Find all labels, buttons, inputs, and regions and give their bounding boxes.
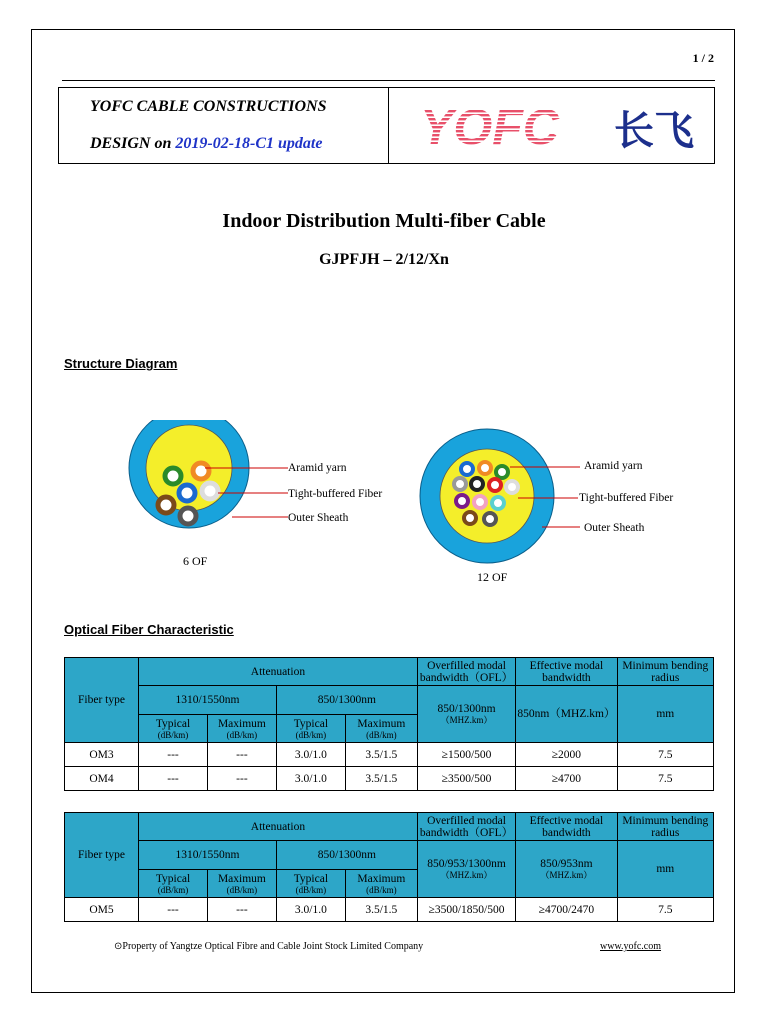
cell-mbr: 7.5 xyxy=(617,898,713,922)
header-emb-sub xyxy=(516,841,617,898)
maximum-label: Maximum xyxy=(357,872,406,885)
header-wl-1310: 1310/1550nm xyxy=(139,686,277,715)
emb-unit: （MHZ.km） xyxy=(540,870,593,880)
table-row xyxy=(65,743,714,767)
typical-label: Typical xyxy=(155,717,191,730)
cell-mbr: 7.5 xyxy=(617,767,713,791)
document-header xyxy=(58,87,715,164)
header-mbr-unit: mm xyxy=(617,686,713,743)
section-optical-characteristic: Optical Fiber Characteristic xyxy=(64,622,234,637)
cell-max-1310: --- xyxy=(207,767,276,791)
header-typical xyxy=(276,715,345,743)
cell-type: OM3 xyxy=(65,743,139,767)
maximum-label: Maximum xyxy=(217,717,266,730)
cell-emb: ≥4700 xyxy=(516,767,617,791)
cable-12of xyxy=(420,429,580,563)
cell-ofl: ≥1500/500 xyxy=(417,743,515,767)
cell-max-850: 3.5/1.5 xyxy=(345,767,417,791)
footer-website-link[interactable]: www.yofc.com xyxy=(600,941,662,952)
label-aramid-12of: Aramid yarn xyxy=(584,460,643,472)
structure-diagram xyxy=(0,420,768,600)
cell-max-1310: --- xyxy=(207,898,276,922)
document-title: Indoor Distribution Multi-fiber Cable xyxy=(222,210,546,232)
header-maximum xyxy=(345,715,417,743)
header-mbr: Minimum bending radius xyxy=(617,813,713,841)
unit-dbkm: (dB/km) xyxy=(366,729,397,740)
cell-typical-1310: --- xyxy=(139,743,208,767)
header-divider xyxy=(388,88,389,163)
label-12-of: 12 OF xyxy=(477,570,508,584)
unit-dbkm: (dB/km) xyxy=(295,729,327,740)
header-wl-850: 850/1300nm xyxy=(276,686,417,715)
typical-label: Typical xyxy=(155,872,191,885)
fiber-table-om5 xyxy=(64,812,714,922)
header-ofl: Overfilled modal bandwidth（OFL） xyxy=(417,813,515,841)
header-maximum xyxy=(207,715,276,743)
header-attenuation: Attenuation xyxy=(139,658,418,686)
ofl-unit: （MHZ.km） xyxy=(440,870,493,880)
table-row xyxy=(65,767,714,791)
unit-dbkm: (dB/km) xyxy=(295,884,327,895)
cell-typical-1310: --- xyxy=(139,898,208,922)
header-emb: Effective modal bandwidth xyxy=(516,813,617,841)
header-typical xyxy=(276,870,345,898)
typical-label: Typical xyxy=(293,872,329,885)
cable-6of xyxy=(129,420,288,528)
maximum-label: Maximum xyxy=(357,717,406,730)
label-aramid-6of: Aramid yarn xyxy=(288,462,347,474)
header-fiber-type: Fiber type xyxy=(65,658,139,743)
header-rule xyxy=(62,80,715,81)
header-typical xyxy=(139,715,208,743)
typical-label: Typical xyxy=(293,717,329,730)
cell-typical-850: 3.0/1.0 xyxy=(276,743,345,767)
design-date: 2019-02-18-C1 update xyxy=(175,135,323,152)
header-emb-sub: 850nm（MHZ.km） xyxy=(516,686,617,743)
header-fiber-type: Fiber type xyxy=(65,813,139,898)
yofc-logo xyxy=(418,98,718,159)
header-mbr: Minimum bending radius xyxy=(617,658,713,686)
header-maximum xyxy=(207,870,276,898)
logo-cjk-text: 长飞 xyxy=(614,108,694,154)
unit-dbkm: (dB/km) xyxy=(226,729,258,740)
cell-max-850: 3.5/1.5 xyxy=(345,743,417,767)
header-attenuation: Attenuation xyxy=(139,813,418,841)
header-mbr-unit: mm xyxy=(617,841,713,898)
unit-dbkm: (dB/km) xyxy=(226,884,258,895)
cell-max-850: 3.5/1.5 xyxy=(345,898,417,922)
cell-ofl: ≥3500/1850/500 xyxy=(417,898,515,922)
page-number: 1 / 2 xyxy=(692,51,714,65)
cell-emb: ≥2000 xyxy=(516,743,617,767)
cell-max-1310: --- xyxy=(207,743,276,767)
header-wl-1310: 1310/1550nm xyxy=(139,841,277,870)
fiber-table-om3-om4 xyxy=(64,657,714,791)
unit-dbkm: (dB/km) xyxy=(157,884,189,895)
footer-copyright: ⊙Property of Yangtze Optical Fibre and Cable Joint Stock Limited Company xyxy=(114,941,424,952)
cell-ofl: ≥3500/500 xyxy=(417,767,515,791)
header-maximum xyxy=(345,870,417,898)
ofl-unit: （MHZ.km） xyxy=(440,715,493,725)
label-sheath-6of: Outer Sheath xyxy=(288,512,349,524)
header-wl-850: 850/1300nm xyxy=(276,841,417,870)
label-sheath-12of: Outer Sheath xyxy=(584,522,645,534)
document-subtitle: GJPFJH – 2/12/Xn xyxy=(319,251,449,268)
cell-mbr: 7.5 xyxy=(617,743,713,767)
section-structure-diagram: Structure Diagram xyxy=(64,356,178,371)
header-ofl: Overfilled modal bandwidth（OFL） xyxy=(417,658,515,686)
label-fiber-12of: Tight-buffered Fiber xyxy=(579,492,674,504)
label-6-of: 6 OF xyxy=(183,554,208,568)
logo-text: YOFC xyxy=(420,99,559,154)
label-fiber-6of: Tight-buffered Fiber xyxy=(288,488,383,500)
design-prefix: DESIGN on xyxy=(90,135,176,152)
header-emb: Effective modal bandwidth xyxy=(516,658,617,686)
table-row xyxy=(65,898,714,922)
cell-typical-850: 3.0/1.0 xyxy=(276,898,345,922)
header-title: YOFC CABLE CONSTRUCTIONS xyxy=(90,98,327,115)
unit-dbkm: (dB/km) xyxy=(157,729,189,740)
cell-type: OM4 xyxy=(65,767,139,791)
header-ofl-sub xyxy=(417,686,515,743)
ofl-wavelengths: 850/953/1300nm xyxy=(427,858,506,870)
maximum-label: Maximum xyxy=(217,872,266,885)
emb-wavelengths: 850/953nm xyxy=(540,858,593,870)
header-ofl-sub xyxy=(417,841,515,898)
cell-typical-1310: --- xyxy=(139,767,208,791)
header-design-line xyxy=(90,135,322,153)
unit-dbkm: (dB/km) xyxy=(366,884,397,895)
ofl-wavelengths: 850/1300nm xyxy=(437,703,496,715)
cell-type: OM5 xyxy=(65,898,139,922)
cell-emb: ≥4700/2470 xyxy=(516,898,617,922)
cell-typical-850: 3.0/1.0 xyxy=(276,767,345,791)
header-typical xyxy=(139,870,208,898)
